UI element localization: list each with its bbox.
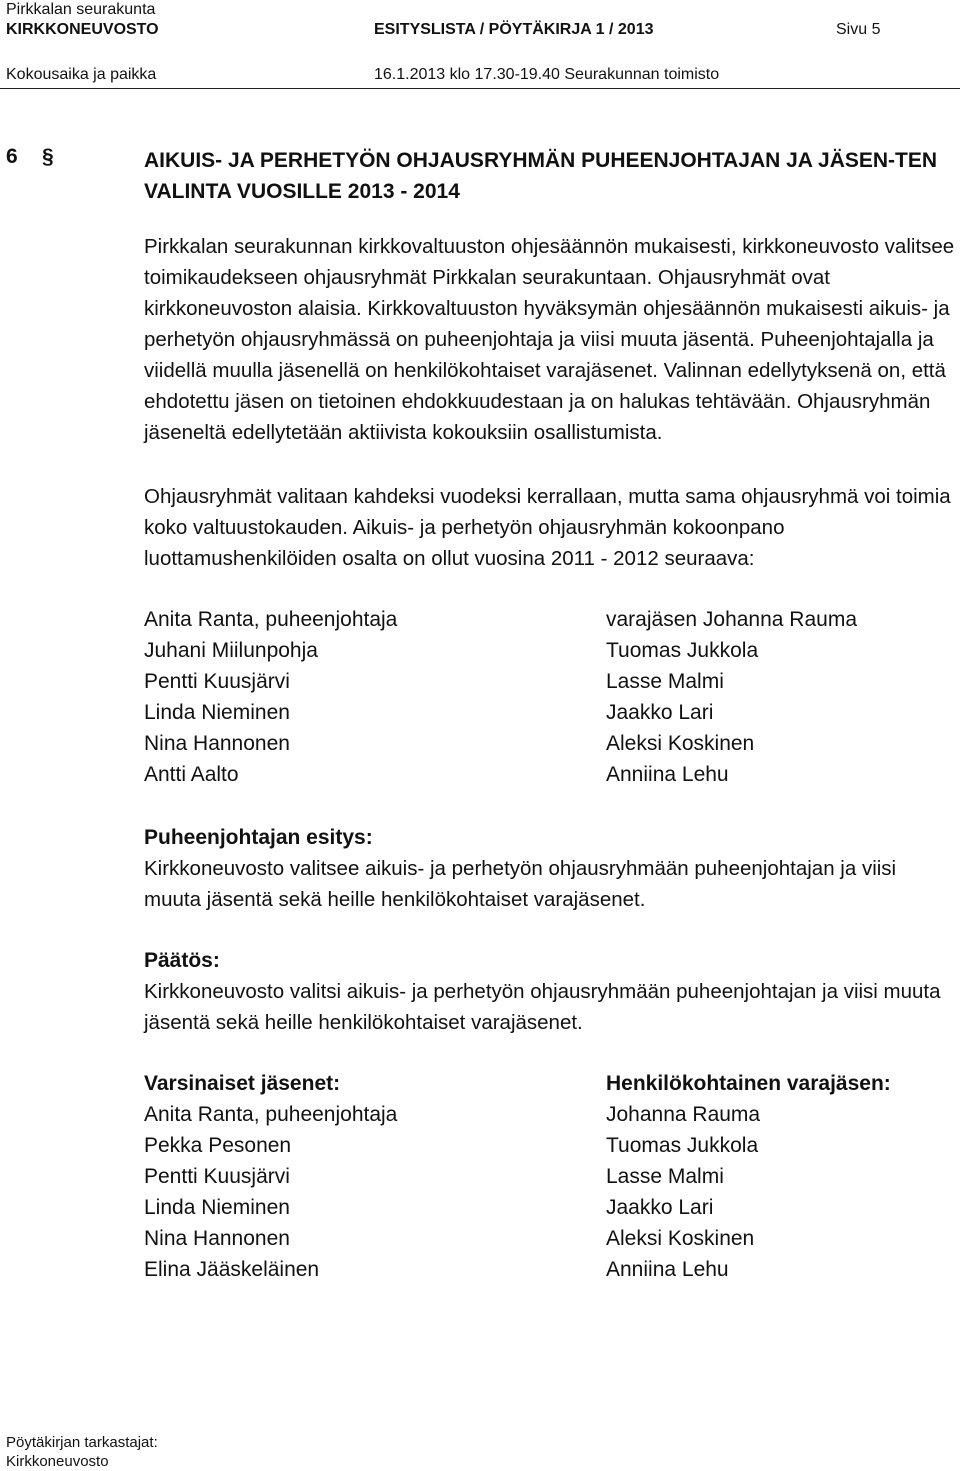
list-item: Lasse Malmi [606, 670, 724, 693]
list-item: Tuomas Jukkola [606, 639, 759, 662]
list-item: Anita Ranta, puheenjohtaja [144, 1103, 398, 1126]
organization-name: Pirkkalan seurakunta [6, 1, 156, 18]
list-item: Jaakko Lari [606, 1196, 714, 1219]
list-item: Linda Nieminen [144, 701, 290, 724]
list-item: Elina Jääskeläinen [144, 1258, 320, 1281]
list-item: Tuomas Jukkola [606, 1134, 759, 1157]
list-item: Anniina Lehu [606, 763, 729, 786]
list-item: Nina Hannonen [144, 1227, 290, 1250]
intro-paragraph: Pirkkalan seurakunnan kirkkovaltuuston ohjesäännön mukaisesti, kirkkoneuvosto valitsee toimikaudekseen ohjausryhmät Pirkkalan seurakuntaan. Ohjausryhmät ovat kirkkoneuvoston alaisia. Kirkkovaltuuston hyväksymän ohjesäännön mukaisesti aikuis- ja perhetyön ohjausryhmässä on puheenjohtaja ja viisi muuta jäsentä. Puheenjohtajalla ja viidellä muulla jäsenellä on henkilökohtaiset varajäsenet. Valinnan edellytyksenä on, että ehdotettu jäsen on tietoinen ehdokkuudestaan ja on halukas tehtävään. Ohjausryhmän jäseneltä edellytetään aktiivista kokouksiin osallistumista. [144, 235, 955, 444]
deputies-heading: Henkilökohtainen varajäsen: [606, 1072, 891, 1095]
members-heading: Varsinaiset jäsenet: [144, 1072, 341, 1095]
term-paragraph: Ohjausryhmät valitaan kahdeksi vuodeksi kerrallaan, mutta sama ohjausryhmä voi toimia koko valtuustokauden. Aikuis- ja perhetyön ohjausryhmän kokoonpano luottamushenkilöiden osalta on ollut vuosina 2011 - 2012 seuraava: [144, 485, 951, 570]
list-item: Aleksi Koskinen [606, 1227, 755, 1250]
list-item: Lasse Malmi [606, 1165, 724, 1188]
list-item: Nina Hannonen [144, 732, 290, 755]
list-item: Pentti Kuusjärvi [144, 1165, 290, 1188]
section-title: AIKUIS- JA PERHETYÖN OHJAUSRYHMÄN PUHEENJOHTAJAN JA JÄSEN-TEN VALINTA VUOSILLE 2013 - 2014 [144, 149, 938, 203]
document-type: ESITYSLISTA / PÖYTÄKIRJA 1 / 2013 [374, 21, 654, 38]
proposal-text: Kirkkoneuvosto valitsee aikuis- ja perhetyön ohjausryhmään puheenjohtajan ja viisi muuta jäsentä sekä heille henkilökohtaiset varajäsenet. [144, 857, 897, 911]
list-item: Aleksi Koskinen [606, 732, 755, 755]
governing-body: KIRKKONEUVOSTO [6, 21, 159, 38]
list-item: Jaakko Lari [606, 701, 714, 724]
elected-deputies-list [606, 1099, 760, 1285]
list-item: Pentti Kuusjärvi [144, 670, 290, 693]
elected-members-list [144, 1099, 397, 1285]
list-item: Johanna Rauma [606, 1103, 761, 1126]
list-item: Juhani Miilunpohja [144, 639, 318, 662]
meeting-time-value: 16.1.2013 klo 17.30-19.40 Seurakunnan toimisto [374, 66, 720, 83]
footer-body: Kirkkoneuvosto [6, 1453, 109, 1470]
proposal-heading: Puheenjohtajan esitys: [144, 826, 373, 849]
previous-deputies-list [606, 604, 857, 790]
list-item: Pekka Pesonen [144, 1134, 292, 1157]
decision-heading: Päätös: [144, 949, 220, 972]
list-item: varajäsen Johanna Rauma [606, 608, 857, 631]
decision-text: Kirkkoneuvosto valitsi aikuis- ja perhetyön ohjausryhmään puheenjohtajan ja viisi muuta jäsentä sekä heille henkilökohtaiset varajäsenet. [144, 980, 941, 1034]
previous-members-list [144, 604, 397, 790]
list-item: Linda Nieminen [144, 1196, 290, 1219]
section-number: 6 [6, 145, 18, 168]
list-item: Anita Ranta, puheenjohtaja [144, 608, 398, 631]
header-divider [0, 88, 960, 89]
meeting-time-label: Kokousaika ja paikka [6, 66, 157, 83]
footer-reviewers-label: Pöytäkirjan tarkastajat: [6, 1434, 158, 1451]
list-item: Anniina Lehu [606, 1258, 729, 1281]
page-number: Sivu 5 [836, 21, 881, 38]
section-sign: § [42, 145, 54, 168]
list-item: Antti Aalto [144, 763, 239, 786]
